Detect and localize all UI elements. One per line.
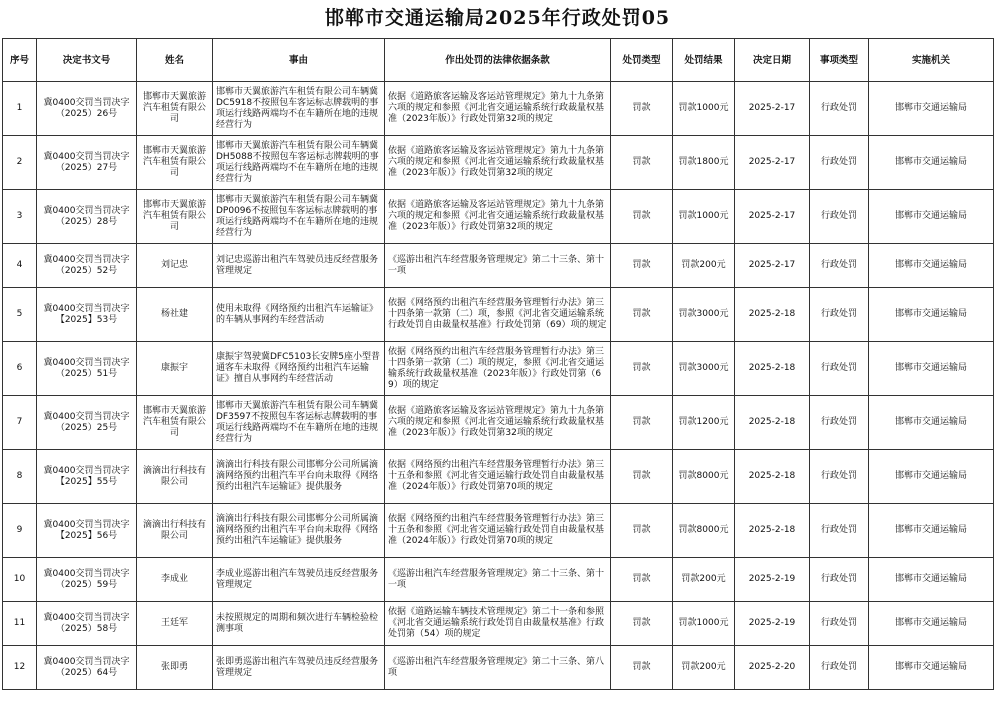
table-row <box>3 288 994 342</box>
legal-basis: 依据《网络预约出租汽车经营服务管理暂行办法》第三十五条和参照《河北省交通运输行政处罚自由裁量权基准（2024年版）》行政处罚第70项的规定 <box>385 450 611 504</box>
penalty-result: 罚款8000元 <box>673 504 735 558</box>
legal-basis: 依据《网络预约出租汽车经营服务管理暂行办法》第三十四条第一款第（二）项，参照《河北省交通运输系统行政处罚自由裁量权基准》行政处罚第（69）项的规定 <box>385 288 611 342</box>
table-row <box>3 342 994 396</box>
decision-number: 冀0400交罚当罚决字（2025）59号 <box>37 558 137 602</box>
party-name: 邯郸市天翼旅游汽车租赁有限公司 <box>137 396 213 450</box>
party-name: 杨社建 <box>137 288 213 342</box>
penalty-type: 罚款 <box>611 288 673 342</box>
violation-reason: 邯郸市天翼旅游汽车租赁有限公司车辆冀DH5088不按照包车客运标志牌载明的事项运行线路两端均不在车籍所在地的违规经营行为 <box>213 136 385 190</box>
row-number: 8 <box>3 450 37 504</box>
legal-basis: 依据《道路旅客运输及客运站管理规定》第九十九条第六项的规定和参照《河北省交通运输系统行政裁量权基准（2023年版）》行政处罚第32项的规定 <box>385 82 611 136</box>
penalty-result: 罚款3000元 <box>673 342 735 396</box>
penalty-result: 罚款1200元 <box>673 396 735 450</box>
decision-date: 2025-2-18 <box>735 396 810 450</box>
matter-type: 行政处罚 <box>810 558 869 602</box>
decision-date: 2025-2-18 <box>735 450 810 504</box>
enforcing-agency: 邯郸市交通运输局 <box>869 342 994 396</box>
penalty-table <box>2 38 994 690</box>
party-name: 滴滴出行科技有限公司 <box>137 450 213 504</box>
row-number: 3 <box>3 190 37 244</box>
party-name: 滴滴出行科技有限公司 <box>137 504 213 558</box>
row-number: 2 <box>3 136 37 190</box>
header-cell: 处罚结果 <box>673 39 735 82</box>
header-cell: 决定日期 <box>735 39 810 82</box>
violation-reason: 邯郸市天翼旅游汽车租赁有限公司车辆冀DF3597不按照包车客运标志牌载明的事项运行线路两端均不在车籍所在地的违规经营行为 <box>213 396 385 450</box>
header-cell: 处罚类型 <box>611 39 673 82</box>
row-number: 7 <box>3 396 37 450</box>
violation-reason: 滴滴出行科技有限公司邯郸分公司所属滴滴网络预约出租汽车平台向未取得《网络预约出租汽车运输证》提供服务 <box>213 450 385 504</box>
table-row <box>3 602 994 646</box>
row-number: 9 <box>3 504 37 558</box>
matter-type: 行政处罚 <box>810 504 869 558</box>
enforcing-agency: 邯郸市交通运输局 <box>869 646 994 690</box>
header-cell: 实施机关 <box>869 39 994 82</box>
row-number: 11 <box>3 602 37 646</box>
party-name: 李成业 <box>137 558 213 602</box>
penalty-result: 罚款1800元 <box>673 136 735 190</box>
party-name: 邯郸市天翼旅游汽车租赁有限公司 <box>137 82 213 136</box>
decision-date: 2025-2-17 <box>735 190 810 244</box>
legal-basis: 依据《道路旅客运输及客运站管理规定》第九十九条第六项的规定和参照《河北省交通运输系统行政裁量权基准（2023年版）》行政处罚第32项的规定 <box>385 396 611 450</box>
legal-basis: 《巡游出租汽车经营服务管理规定》第二十三条、第十一项 <box>385 244 611 288</box>
penalty-type: 罚款 <box>611 602 673 646</box>
decision-number: 冀0400交罚当罚决字（2025）58号 <box>37 602 137 646</box>
matter-type: 行政处罚 <box>810 136 869 190</box>
legal-basis: 《巡游出租汽车经营服务管理规定》第二十三条、第八项 <box>385 646 611 690</box>
row-number: 10 <box>3 558 37 602</box>
row-number: 12 <box>3 646 37 690</box>
penalty-type: 罚款 <box>611 190 673 244</box>
enforcing-agency: 邯郸市交通运输局 <box>869 602 994 646</box>
matter-type: 行政处罚 <box>810 82 869 136</box>
party-name: 张即勇 <box>137 646 213 690</box>
legal-basis: 依据《道路运输车辆技术管理规定》第二十一条和参照《河北省交通运输系统行政处罚自由裁量权基准》行政处罚第（54）项的规定 <box>385 602 611 646</box>
decision-date: 2025-2-19 <box>735 558 810 602</box>
party-name: 刘记忠 <box>137 244 213 288</box>
table-row <box>3 450 994 504</box>
party-name: 王廷军 <box>137 602 213 646</box>
enforcing-agency: 邯郸市交通运输局 <box>869 288 994 342</box>
header-cell: 序号 <box>3 39 37 82</box>
legal-basis: 依据《道路旅客运输及客运站管理规定》第九十九条第六项的规定和参照《河北省交通运输系统行政裁量权基准（2023年版）》行政处罚第32项的规定 <box>385 190 611 244</box>
matter-type: 行政处罚 <box>810 396 869 450</box>
header-cell: 事项类型 <box>810 39 869 82</box>
matter-type: 行政处罚 <box>810 244 869 288</box>
table-row <box>3 396 994 450</box>
decision-date: 2025-2-17 <box>735 82 810 136</box>
enforcing-agency: 邯郸市交通运输局 <box>869 190 994 244</box>
header-cell: 决定书文号 <box>37 39 137 82</box>
table-row <box>3 244 994 288</box>
matter-type: 行政处罚 <box>810 288 869 342</box>
legal-basis: 《巡游出租汽车经营服务管理规定》第二十三条、第十一项 <box>385 558 611 602</box>
table-row <box>3 646 994 690</box>
table-row <box>3 82 994 136</box>
penalty-result: 罚款200元 <box>673 244 735 288</box>
decision-date: 2025-2-20 <box>735 646 810 690</box>
violation-reason: 刘记忠巡游出租汽车驾驶员违反经营服务管理规定 <box>213 244 385 288</box>
matter-type: 行政处罚 <box>810 602 869 646</box>
decision-date: 2025-2-19 <box>735 602 810 646</box>
violation-reason: 康振宇驾驶冀DFC5103长安牌5座小型普通客车未取得《网络预约出租汽车运输证》擅自从事网约车经营活动 <box>213 342 385 396</box>
penalty-type: 罚款 <box>611 342 673 396</box>
table-row <box>3 190 994 244</box>
penalty-result: 罚款200元 <box>673 558 735 602</box>
header-cell: 姓名 <box>137 39 213 82</box>
enforcing-agency: 邯郸市交通运输局 <box>869 396 994 450</box>
violation-reason: 邯郸市天翼旅游汽车租赁有限公司车辆冀DC5918不按照包车客运标志牌载明的事项运行线路两端均不在车籍所在地的违规经营行为 <box>213 82 385 136</box>
page-title: 邯郸市交通运输局2025年行政处罚05 <box>324 7 671 29</box>
decision-date: 2025-2-17 <box>735 244 810 288</box>
penalty-type: 罚款 <box>611 82 673 136</box>
matter-type: 行政处罚 <box>810 646 869 690</box>
decision-number: 冀0400交罚当罚决字（2025）27号 <box>37 136 137 190</box>
penalty-type: 罚款 <box>611 558 673 602</box>
enforcing-agency: 邯郸市交通运输局 <box>869 82 994 136</box>
legal-basis: 依据《网络预约出租汽车经营服务管理暂行办法》第三十五条和参照《河北省交通运输行政处罚自由裁量权基准（2024年版）》行政处罚第70项的规定 <box>385 504 611 558</box>
matter-type: 行政处罚 <box>810 450 869 504</box>
decision-number: 冀0400交罚当罚决字【2025】53号 <box>37 288 137 342</box>
header-row <box>3 39 994 82</box>
decision-date: 2025-2-18 <box>735 288 810 342</box>
row-number: 4 <box>3 244 37 288</box>
penalty-type: 罚款 <box>611 136 673 190</box>
penalty-type: 罚款 <box>611 244 673 288</box>
decision-date: 2025-2-18 <box>735 342 810 396</box>
penalty-result: 罚款200元 <box>673 646 735 690</box>
decision-number: 冀0400交罚当罚决字【2025】55号 <box>37 450 137 504</box>
decision-number: 冀0400交罚当罚决字【2025】56号 <box>37 504 137 558</box>
penalty-result: 罚款3000元 <box>673 288 735 342</box>
penalty-type: 罚款 <box>611 396 673 450</box>
row-number: 1 <box>3 82 37 136</box>
decision-number: 冀0400交罚当罚决字（2025）25号 <box>37 396 137 450</box>
violation-reason: 滴滴出行科技有限公司邯郸分公司所属滴滴网络预约出租汽车平台向未取得《网络预约出租汽车运输证》提供服务 <box>213 504 385 558</box>
violation-reason: 使用未取得《网络预约出租汽车运输证》的车辆从事网约车经营活动 <box>213 288 385 342</box>
violation-reason: 未按照规定的周期和频次进行车辆检验检测事项 <box>213 602 385 646</box>
matter-type: 行政处罚 <box>810 342 869 396</box>
header-cell: 作出处罚的法律依据条款 <box>385 39 611 82</box>
penalty-result: 罚款1000元 <box>673 602 735 646</box>
table-row <box>3 504 994 558</box>
header-cell: 事由 <box>213 39 385 82</box>
row-number: 6 <box>3 342 37 396</box>
table-row <box>3 136 994 190</box>
decision-number: 冀0400交罚当罚决字（2025）52号 <box>37 244 137 288</box>
decision-number: 冀0400交罚当罚决字（2025）64号 <box>37 646 137 690</box>
violation-reason: 张即勇巡游出租汽车驾驶员违反经营服务管理规定 <box>213 646 385 690</box>
table-row <box>3 558 994 602</box>
row-number: 5 <box>3 288 37 342</box>
enforcing-agency: 邯郸市交通运输局 <box>869 136 994 190</box>
decision-number: 冀0400交罚当罚决字（2025）26号 <box>37 82 137 136</box>
penalty-type: 罚款 <box>611 646 673 690</box>
penalty-result: 罚款1000元 <box>673 190 735 244</box>
decision-number: 冀0400交罚当罚决字（2025）28号 <box>37 190 137 244</box>
legal-basis: 依据《网络预约出租汽车经营服务管理暂行办法》第三十四条第一款第（二）项的规定，参照《河北省交通运输系统行政裁量权基准（2023年版）》行政处罚第（69）项的规定 <box>385 342 611 396</box>
decision-date: 2025-2-18 <box>735 504 810 558</box>
decision-number: 冀0400交罚当罚决字（2025）51号 <box>37 342 137 396</box>
matter-type: 行政处罚 <box>810 190 869 244</box>
penalty-result: 罚款8000元 <box>673 450 735 504</box>
party-name: 康振宇 <box>137 342 213 396</box>
enforcing-agency: 邯郸市交通运输局 <box>869 244 994 288</box>
enforcing-agency: 邯郸市交通运输局 <box>869 504 994 558</box>
party-name: 邯郸市天翼旅游汽车租赁有限公司 <box>137 190 213 244</box>
legal-basis: 依据《道路旅客运输及客运站管理规定》第九十九条第六项的规定和参照《河北省交通运输系统行政裁量权基准（2023年版）》行政处罚第32项的规定 <box>385 136 611 190</box>
penalty-type: 罚款 <box>611 504 673 558</box>
enforcing-agency: 邯郸市交通运输局 <box>869 558 994 602</box>
violation-reason: 邯郸市天翼旅游汽车租赁有限公司车辆冀DP0096不按照包车客运标志牌载明的事项运行线路两端均不在车籍所在地的违规经营行为 <box>213 190 385 244</box>
enforcing-agency: 邯郸市交通运输局 <box>869 450 994 504</box>
party-name: 邯郸市天翼旅游汽车租赁有限公司 <box>137 136 213 190</box>
decision-date: 2025-2-17 <box>735 136 810 190</box>
penalty-type: 罚款 <box>611 450 673 504</box>
penalty-result: 罚款1000元 <box>673 82 735 136</box>
violation-reason: 李成业巡游出租汽车驾驶员违反经营服务管理规定 <box>213 558 385 602</box>
